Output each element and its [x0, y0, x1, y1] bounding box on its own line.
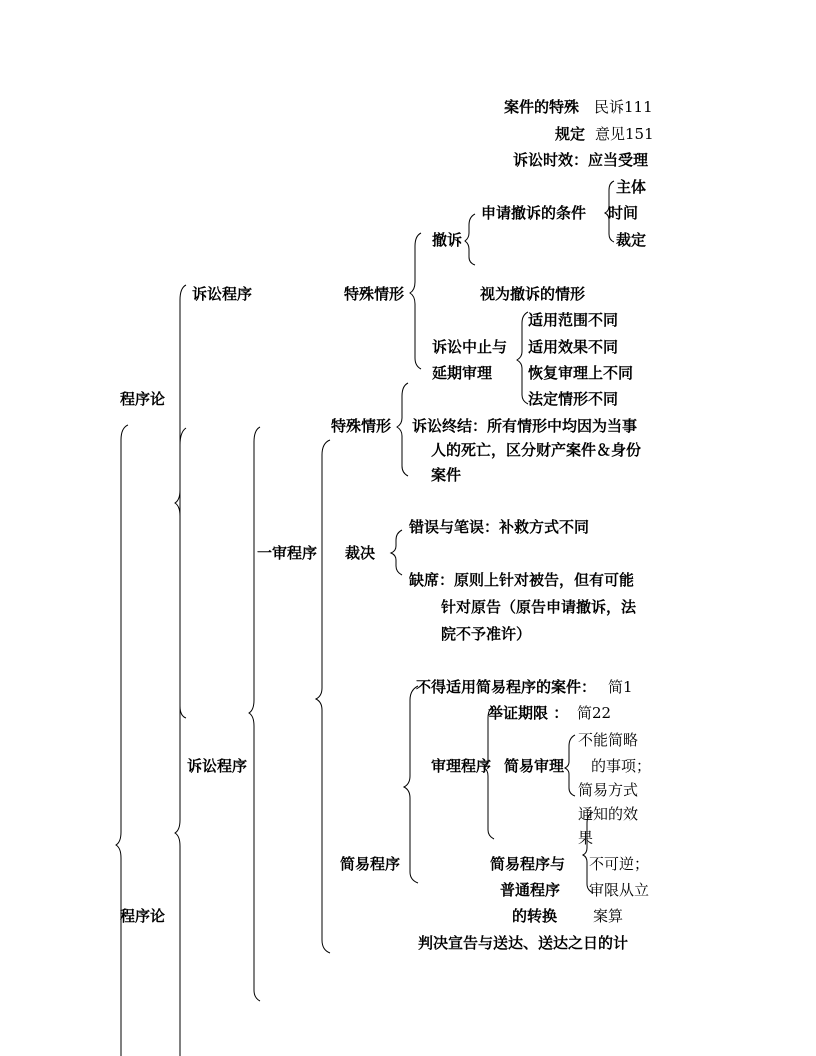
brace-suspension [517, 312, 528, 404]
condition-subject: 主体 [616, 178, 647, 196]
simple-trial: 简易审理 [504, 757, 565, 775]
no-simplify-line1: 不能简略 [578, 731, 639, 749]
not-applicable-label: 不得适用简易程序的案件： [416, 678, 597, 696]
conversion-line3: 的转换 [512, 907, 558, 925]
suspension-item-1: 适用范围不同 [528, 311, 619, 329]
brace-first-instance [249, 427, 260, 1001]
brace-litigation-2 [175, 428, 186, 1056]
period-line2: 案算 [593, 907, 624, 925]
trial-procedure: 审理程序 [431, 757, 492, 775]
irreversible: 不可逆； [589, 855, 650, 873]
conversion-line1: 简易程序与 [490, 855, 566, 873]
procedure-theory-2: 程序论 [120, 907, 166, 925]
case-special-label: 案件的特殊 [504, 98, 580, 116]
special-situation-1: 特殊情形 [344, 285, 405, 303]
brace-procedure-theory [116, 425, 128, 1056]
litigation-procedure-1: 诉讼程序 [192, 285, 253, 303]
ruling-absence-line1: 缺席：原则上针对被告，但有可能 [409, 571, 635, 589]
procedure-theory-1: 程序论 [120, 390, 166, 408]
brace-ruling [391, 530, 402, 575]
simple-method-line1: 简易方式 [578, 781, 639, 799]
limitation-text: 诉讼时效：应当受理 [513, 151, 649, 169]
rule-label: 规定 [555, 125, 586, 143]
suspension-label-line1: 诉讼中止与 [432, 338, 508, 356]
brace-col4 [316, 440, 330, 953]
simple-procedure-label: 简易程序 [340, 855, 401, 873]
termination-line2: 人的死亡，区分财产案件＆身份 [431, 441, 642, 459]
ruling-absence-line2: 针对原告（原告申请撤诉，法 [441, 598, 637, 616]
rule-ref: 意见151 [595, 125, 654, 143]
litigation-procedure-2: 诉讼程序 [187, 757, 248, 775]
case-special-ref: 民诉111 [594, 98, 653, 116]
brace-simple [404, 686, 418, 883]
judgment-delivery: 判决宣告与送达、送达之日的计 [418, 934, 629, 952]
brace-special-2 [397, 383, 408, 476]
deemed-withdrawal: 视为撤诉的情形 [480, 285, 586, 303]
condition-ruling: 裁定 [616, 231, 647, 249]
evidence-period-label: 举证期限 ： [488, 704, 569, 722]
ruling-label: 裁决 [345, 544, 376, 562]
evidence-period-ref: 简22 [577, 704, 612, 722]
simple-method-line2: 通知的效 [578, 805, 639, 823]
conversion-line2: 普通程序 [500, 881, 561, 899]
brace-simple-trial [565, 735, 575, 796]
suspension-label-line2: 延期审理 [432, 364, 493, 382]
ruling-error: 错误与笔误：补救方式不同 [409, 518, 590, 536]
simple-method-line3: 果 [578, 829, 594, 847]
termination-line1: 诉讼终结：所有情形中均因为当事 [412, 417, 638, 435]
brace-withdrawal [465, 214, 475, 265]
suspension-item-3: 恢复审理上不同 [528, 364, 634, 382]
suspension-item-2: 适用效果不同 [528, 338, 619, 356]
ruling-absence-line3: 院不予准许） [441, 625, 532, 643]
special-situation-2: 特殊情形 [331, 417, 392, 435]
brace-special-1 [410, 233, 421, 369]
first-instance: 一审程序 [257, 544, 318, 562]
condition-time: 时间 [608, 204, 639, 222]
termination-line3: 案件 [431, 466, 462, 484]
period-line1: 审限从立 [589, 881, 650, 899]
suspension-item-4: 法定情形不同 [528, 390, 619, 408]
withdrawal-conditions-label: 申请撤诉的条件 [481, 204, 587, 222]
not-applicable-ref: 简1 [608, 678, 633, 696]
withdrawal-label: 撤诉 [432, 231, 463, 249]
no-simplify-line2: 的事项； [591, 757, 652, 775]
